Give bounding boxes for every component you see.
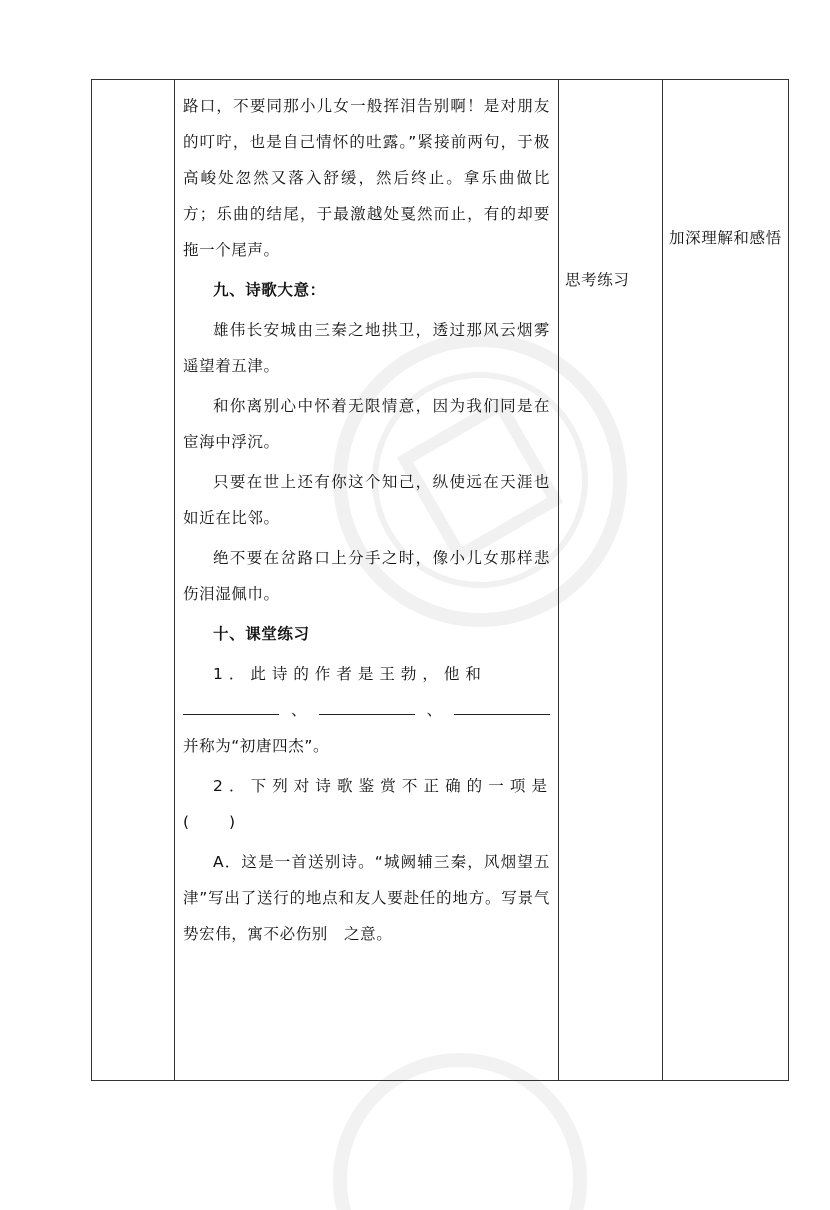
left-empty-cell: [92, 80, 175, 1081]
lesson-table: [91, 79, 789, 1081]
exercise-question-1: 1．此诗的作者是王勃，他和: [213, 665, 487, 683]
blank-1[interactable]: [183, 692, 279, 715]
blank-2[interactable]: [319, 692, 415, 715]
content-cell: [175, 80, 559, 1081]
activity-cell: [559, 80, 663, 1081]
paraphrase-line-1: 雄伟长安城由三秦之地拱卫，透过那风云烟雾遥望着五津。: [183, 321, 551, 375]
exercise-option-a: A．这是一首送别诗。“城阙辅三秦，风烟望五津”写出了送行的地点和友人要赴任的地方。写景气势宏伟，寓不必伤别 之意。: [183, 853, 551, 943]
exercise-question-2: 2．下列对诗歌鉴赏不正确的一项是( ): [183, 777, 551, 831]
paraphrase-line-3: 只要在世上还有你这个知己，纵使远在天涯也如近在比邻。: [183, 473, 551, 527]
purpose-text: 加深理解和感悟: [669, 229, 782, 247]
exercise-question-1-end: 并称为“初唐四杰”。: [183, 737, 330, 755]
paraphrase-line-2: 和你离别心中怀着无限情意，因为我们同是在宦海中浮沉。: [183, 397, 551, 451]
purpose-cell: [663, 80, 789, 1081]
blank-3[interactable]: [454, 692, 550, 715]
section-heading-10: 十、课堂练习: [213, 625, 310, 643]
fill-in-blanks: 、 、: [183, 692, 550, 728]
activity-text: 思考练习: [565, 271, 630, 289]
section-heading-9: 九、诗歌大意：: [213, 281, 326, 299]
paragraph-commentary: 路口，不要同那小儿女一般挥泪告别啊！是对朋友的叮咛，也是自己情怀的吐露。”紧接前两句，于极高峻处忽然又落入舒缓，然后终止。拿乐曲做比方；乐曲的结尾，于最激越处戛然而止，有的却要拖一个尾声。: [183, 97, 551, 259]
paraphrase-line-4: 绝不要在岔路口上分手之时，像小儿女那样悲伤泪湿佩巾。: [183, 549, 551, 603]
